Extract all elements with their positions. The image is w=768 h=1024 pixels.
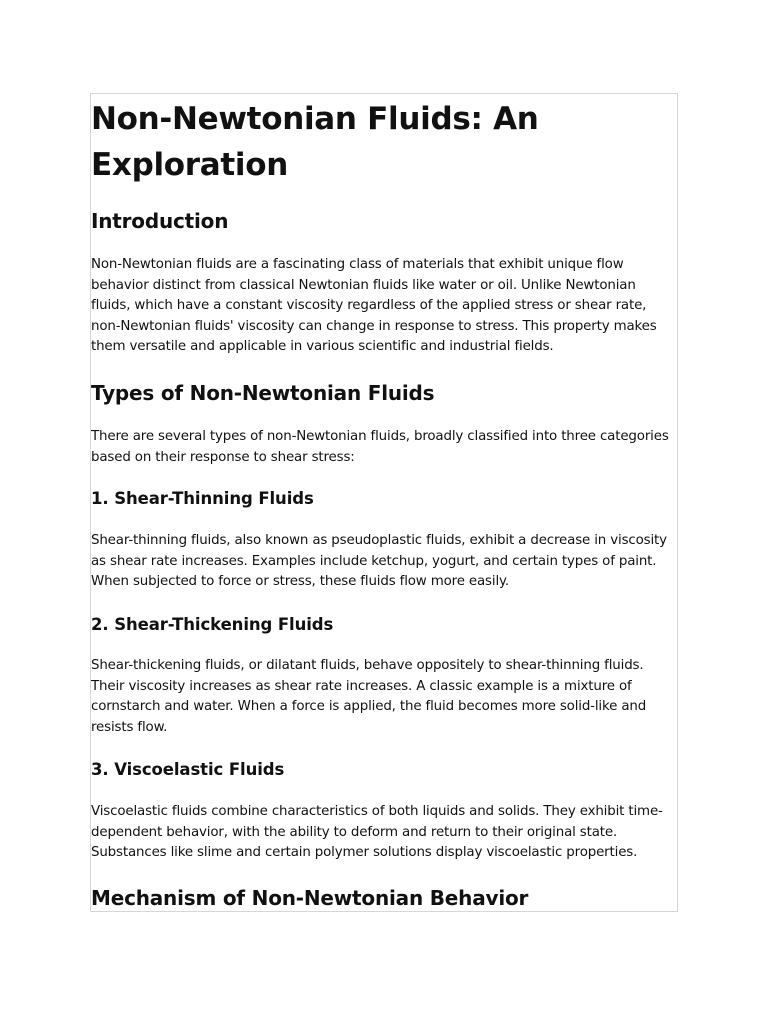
viscoelastic-heading: 3. Viscoelastic Fluids xyxy=(91,760,285,779)
shear-thinning-heading: 1. Shear-Thinning Fluids xyxy=(91,489,314,508)
types-paragraph: There are several types of non-Newtonian fluids, broadly classified into three categories based on their response to shear stress: xyxy=(91,429,669,465)
shear-thickening-heading: 2. Shear-Thickening Fluids xyxy=(91,615,334,634)
introduction-paragraph: Non-Newtonian fluids are a fascinating class of materials that exhibit unique flow behavior distinct from classical Newtonian fluids like water or oil. Unlike Newtonian fluids, which have a constant viscosity regardless of the applied stress or shear rate, non-Newtonian fluids' viscosity can change in response to stress. This property makes them versatile and applicable in various scientific and industrial fields. xyxy=(91,257,657,355)
mechanism-heading: Mechanism of Non-Newtonian Behavior xyxy=(91,886,529,910)
document-page xyxy=(90,93,678,912)
shear-thinning-paragraph: Shear-thinning fluids, also known as pseudoplastic fluids, exhibit a decrease in viscosity as shear rate increases. Examples include ketchup, yogurt, and certain types of paint. When subjected to force or stress, these fluids flow more easily. xyxy=(91,533,667,590)
viscoelastic-paragraph: Viscoelastic fluids combine characteristics of both liquids and solids. They exhibit time-dependent behavior, with the ability to deform and return to their original state. Substances like slime and certain polymer solutions display viscoelastic properties. xyxy=(91,804,663,861)
shear-thickening-paragraph: Shear-thickening fluids, or dilatant fluids, behave oppositely to shear-thinning fluids. Their viscosity increases as shear rate increases. A classic example is a mixture of cornstarch and water. When a force is applied, the fluid becomes more solid-like and resists flow. xyxy=(91,658,647,735)
types-heading: Types of Non-Newtonian Fluids xyxy=(91,381,435,405)
introduction-heading: Introduction xyxy=(91,209,229,233)
document-title: Non-Newtonian Fluids: An Exploration xyxy=(91,101,539,183)
